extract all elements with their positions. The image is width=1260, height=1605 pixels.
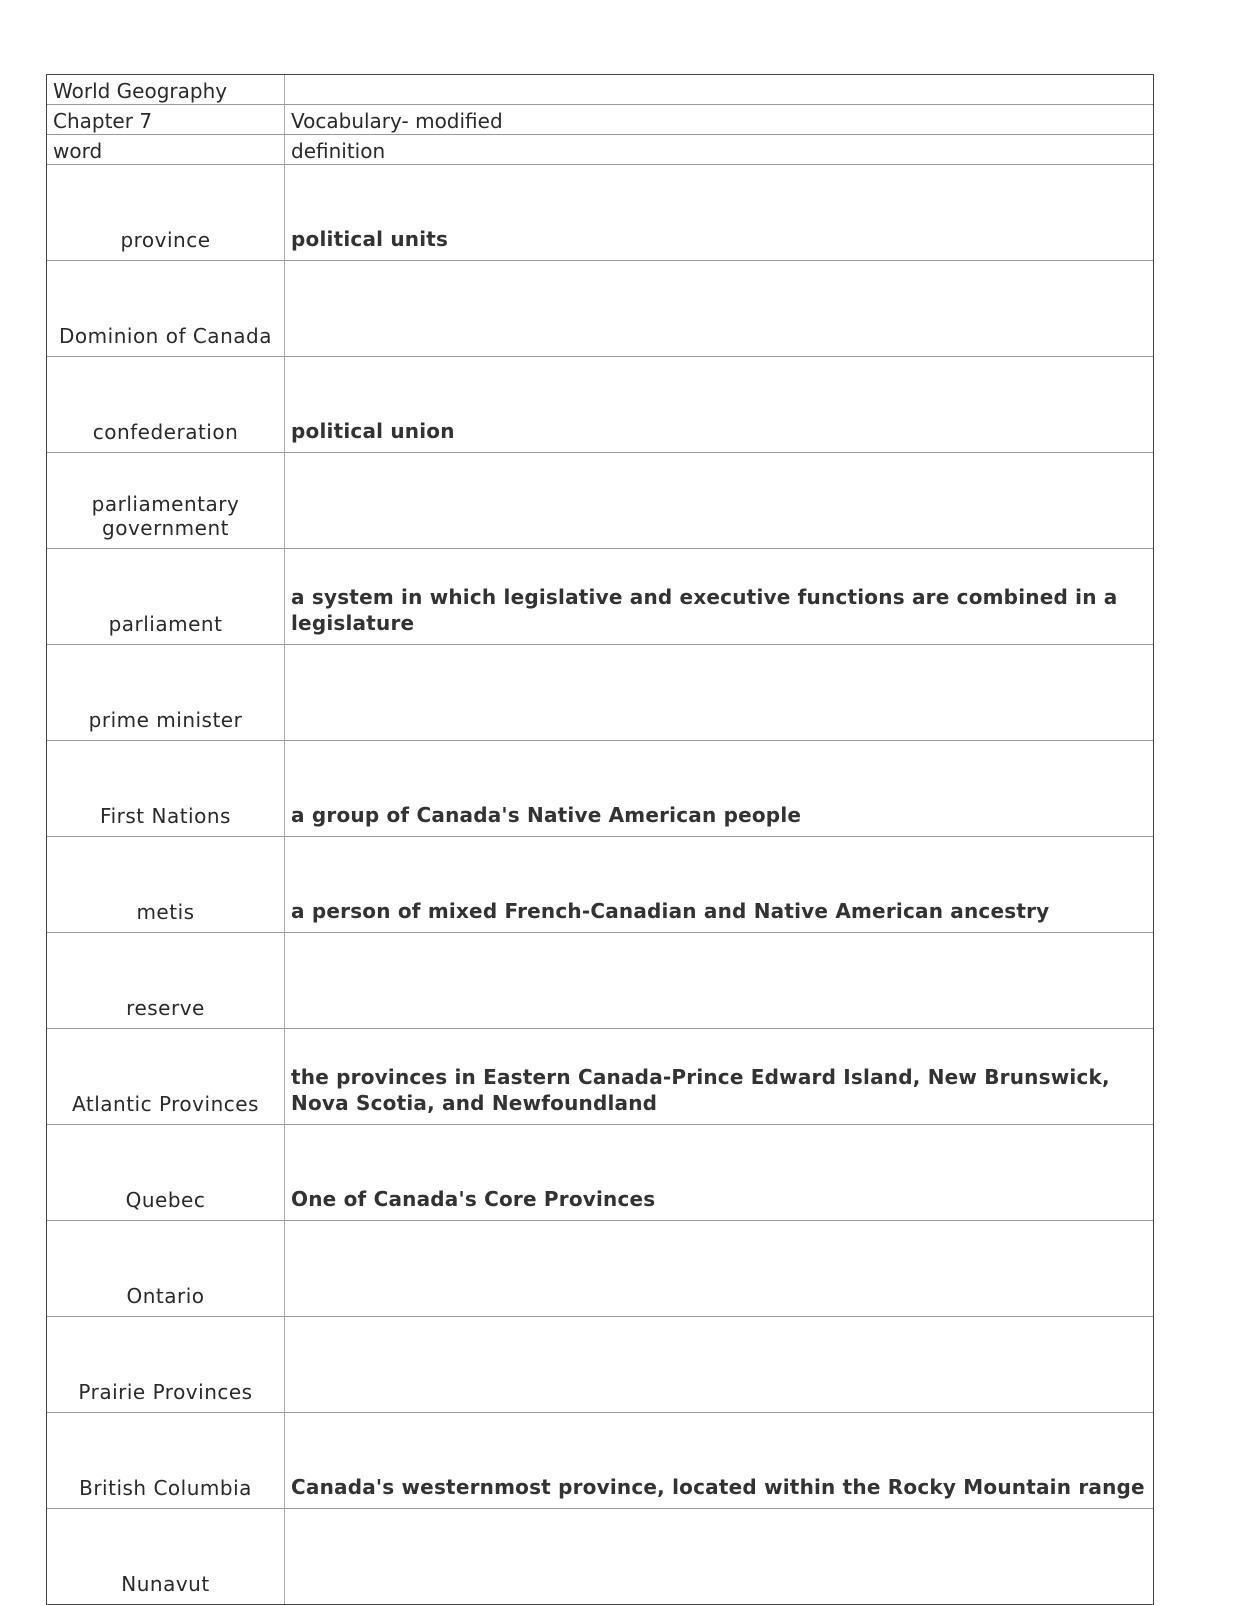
vocab-word: Dominion of Canada xyxy=(47,261,285,357)
vocab-word: Prairie Provinces xyxy=(47,1317,285,1413)
vocab-definition: a system in which legislative and executive functions are combined in a legislature xyxy=(285,549,1154,645)
vocab-definition: a person of mixed French-Canadian and Native American ancestry xyxy=(285,837,1154,933)
sheet-title: Vocabulary- modified xyxy=(285,105,1154,135)
vocab-definition xyxy=(285,1317,1154,1413)
table-row xyxy=(47,1029,1153,1125)
vocab-definition: a group of Canada's Native American people xyxy=(285,741,1154,837)
chapter-label: Chapter 7 xyxy=(47,105,285,135)
vocab-definition xyxy=(285,645,1154,741)
definition-column-header: definition xyxy=(285,135,1154,165)
vocab-word: metis xyxy=(47,837,285,933)
vocabulary-table xyxy=(46,74,1154,1605)
vocab-word: province xyxy=(47,165,285,261)
table-row xyxy=(47,741,1153,837)
header-row-course xyxy=(47,75,1153,105)
table-row xyxy=(47,357,1153,453)
vocab-definition: political units xyxy=(285,165,1154,261)
word-column-header: word xyxy=(47,135,285,165)
vocab-definition xyxy=(285,453,1154,549)
table-row xyxy=(47,837,1153,933)
vocab-word: British Columbia xyxy=(47,1413,285,1509)
vocab-word: confederation xyxy=(47,357,285,453)
column-headers xyxy=(47,135,1153,165)
course-title: World Geography xyxy=(47,75,285,105)
vocab-definition: political union xyxy=(285,357,1154,453)
vocab-word: parliamentary government xyxy=(47,453,285,549)
vocab-word: Atlantic Provinces xyxy=(47,1029,285,1125)
table-row xyxy=(47,1221,1153,1317)
table-row xyxy=(47,1317,1153,1413)
table-row xyxy=(47,453,1153,549)
table-row xyxy=(47,933,1153,1029)
empty-cell xyxy=(285,75,1154,105)
table-row xyxy=(47,1125,1153,1221)
table-row xyxy=(47,1509,1153,1605)
vocab-definition: Canada's westernmost province, located within the Rocky Mountain range xyxy=(285,1413,1154,1509)
table-row xyxy=(47,261,1153,357)
vocab-word: Nunavut xyxy=(47,1509,285,1605)
vocab-definition xyxy=(285,1509,1154,1605)
vocab-word: Ontario xyxy=(47,1221,285,1317)
table-row xyxy=(47,1413,1153,1509)
vocab-word: Quebec xyxy=(47,1125,285,1221)
table-row xyxy=(47,645,1153,741)
table-row xyxy=(47,165,1153,261)
vocab-definition: One of Canada's Core Provinces xyxy=(285,1125,1154,1221)
vocab-definition xyxy=(285,261,1154,357)
vocab-definition xyxy=(285,1221,1154,1317)
vocab-word: parliament xyxy=(47,549,285,645)
vocab-definition xyxy=(285,933,1154,1029)
vocab-word: prime minister xyxy=(47,645,285,741)
vocab-definition: the provinces in Eastern Canada-Prince Edward Island, New Brunswick, Nova Scotia, and Newfoundland xyxy=(285,1029,1154,1125)
vocab-word: First Nations xyxy=(47,741,285,837)
header-row-chapter xyxy=(47,105,1153,135)
vocab-word: reserve xyxy=(47,933,285,1029)
table-row xyxy=(47,549,1153,645)
